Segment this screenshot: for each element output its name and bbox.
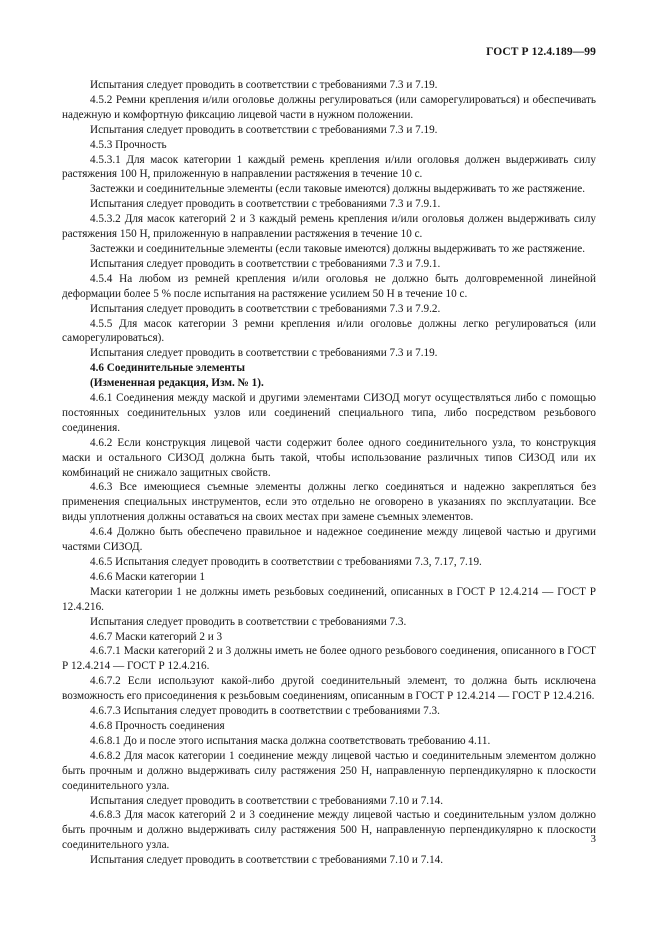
paragraph: 4.6.5 Испытания следует проводить в соответствии с требованиями 7.3, 7.17, 7.19. (90, 556, 482, 568)
paragraph: 4.6.7 Маски категорий 2 и 3 (90, 630, 223, 643)
document-header: ГОСТ Р 12.4.189—99 (486, 46, 596, 58)
paragraph: Застежки и соединительные элементы (если таковые имеются) должны выдерживать то же растяжение. (90, 183, 585, 196)
paragraph: 4.6.3 Все имеющиеся съемные элементы должны легко соединяться и надежно закрепляться без применения специальных инструментов, если это отдельно не оговорено в указаниях по эксплуатации. Все виды уплотнения должны оставаться на своих местах при замене съемных элементов. (62, 481, 596, 524)
paragraph: Испытания следует проводить в соответствии с требованиями 7.3 и 7.9.2. (90, 302, 441, 315)
paragraph: Испытания следует проводить в соответствии с требованиями 7.3. (90, 615, 407, 628)
paragraph: Испытания следует проводить в соответствии с требованиями 7.10 и 7.14. (90, 794, 444, 807)
paragraph: 4.6.8 Прочность соединения (90, 719, 225, 732)
section-heading: 4.6 Соединительные элементы (90, 362, 246, 375)
paragraph: 4.6.8.1 До и после этого испытания маска должна соответствовать требованию 4.11. (90, 734, 491, 747)
paragraph: 4.5.3 Прочность (90, 138, 167, 151)
paragraph: 4.5.2 Ремни крепления и/или оголовье должны регулироваться (или саморегулироваться) и обеспечивать надежную и комфортную фиксацию лицевой части в нужном положении. (62, 93, 596, 121)
paragraph: 4.6.4 Должно быть обеспечено правильное и надежное соединение между лицевой частью и другими частями СИЗОД. (62, 526, 596, 554)
paragraph: Испытания следует проводить в соответствии с требованиями 7.3 и 7.9.1. (90, 198, 441, 211)
document-body (62, 78, 596, 868)
paragraph: 4.6.8.2 Для масок категории 1 соединение между лицевой частью и соединительным элементом должно быть прочным и должно выдерживать силу растяжения 250 Н, направленную перпендикулярно к плоскости соединительного узла. (62, 749, 596, 792)
paragraph: Испытания следует проводить в соответствии с требованиями 7.3 и 7.9.1. (90, 257, 441, 270)
paragraph: 4.6.7.1 Маски категорий 2 и 3 должны иметь не более одного резьбового соединения, описанного в ГОСТ Р 12.4.214 — ГОСТ Р 12.4.216. (62, 645, 596, 673)
paragraph: 4.6.6 Маски категории 1 (90, 570, 205, 583)
paragraph: Маски категории 1 не должны иметь резьбовых соединений, описанных в ГОСТ Р 12.4.214 — ГОСТ Р 12.4.216. (62, 585, 596, 613)
paragraph: Испытания следует проводить в соответствии с требованиями 7.3 и 7.19. (90, 347, 438, 360)
paragraph: Испытания следует проводить в соответствии с требованиями 7.10 и 7.14. (90, 854, 444, 867)
paragraph: Застежки и соединительные элементы (если таковые имеются) должны выдерживать то же растяжение. (90, 242, 585, 255)
paragraph: 4.5.3.1 Для масок категории 1 каждый ремень крепления и/или оголовья должен выдерживать силу растяжения 100 Н, приложенную в направлении растяжения в течение 10 с. (62, 153, 596, 181)
paragraph: 4.5.3.2 Для масок категорий 2 и 3 каждый ремень крепления и/или оголовья должен выдерживать силу растяжения 150 Н, приложенную в направлении растяжения в течение 10 с. (62, 213, 596, 241)
paragraph: 4.6.8.3 Для масок категорий 2 и 3 соединение между лицевой частью и соединительным узлом должно быть прочным и должно выдерживать силу растяжения 500 Н, направленную перпендикулярно к плоскости соединительного узла. (62, 809, 596, 852)
paragraph: 4.6.2 Если конструкция лицевой части содержит более одного соединительного узла, то конструкция маски и остального СИЗОД должна быть такой, чтобы использование различных типов СИЗОД или их комбинаций не снижало защитных свойств. (62, 436, 596, 479)
page-number: 3 (590, 833, 596, 845)
paragraph: Испытания следует проводить в соответствии с требованиями 7.3 и 7.19. (90, 123, 438, 136)
paragraph: 4.6.1 Соединения между маской и другими элементами СИЗОД могут осуществляться либо с помощью постоянных соединительных узлов или соединений специального типа, либо посредством резьбового соединения. (62, 392, 596, 434)
paragraph: 4.5.5 Для масок категории 3 ремни крепления и/или оголовье должны легко регулироваться (или саморегулироваться). (62, 317, 596, 345)
paragraph: Испытания следует проводить в соответствии с требованиями 7.3 и 7.19. (90, 79, 438, 91)
paragraph: 4.6.7.3 Испытания следует проводить в соответствии с требованиями 7.3. (90, 705, 440, 718)
paragraph: 4.6.7.2 Если используют какой-либо другой соединительный элемент, то должна быть исключена возможность его присоединения к резьбовым соединениям, описанным в ГОСТ Р 12.4.214 — ГОСТ Р 12.4.216. (62, 675, 596, 703)
paragraph: 4.5.4 На любом из ремней крепления и/или оголовья не должно быть долговременной линейной деформации более 5 % после испытания на растяжение усилием 50 Н в течение 10 с. (62, 272, 596, 300)
amendment-note: (Измененная редакция, Изм. № 1). (90, 377, 264, 390)
